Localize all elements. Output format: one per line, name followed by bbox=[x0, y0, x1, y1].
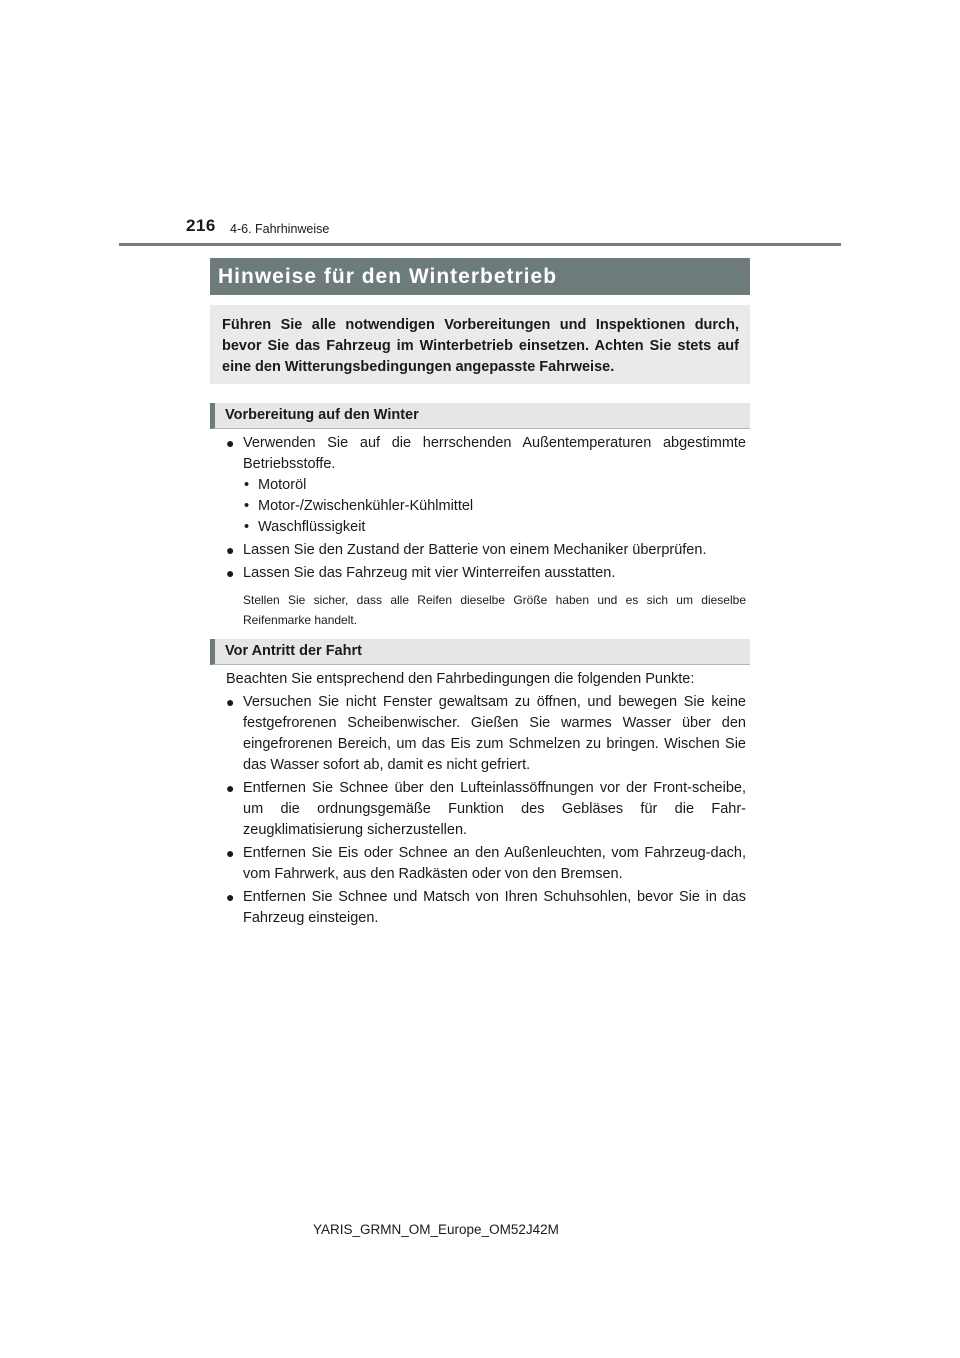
section-heading-before-driving: Vor Antritt der Fahrt bbox=[210, 639, 750, 665]
sub-item-text: Motoröl bbox=[258, 477, 307, 493]
list-item bbox=[226, 887, 746, 929]
sub-list-item bbox=[226, 475, 746, 496]
list-item bbox=[226, 692, 746, 776]
bullet-text: Verwenden Sie auf die herrschenden Außentemperaturen abgestimmte Betriebsstoffe. bbox=[243, 435, 746, 472]
list-item bbox=[226, 778, 746, 841]
lead-text: Beachten Sie entsprechend den Fahrbedingungen die folgenden Punkte: bbox=[226, 671, 695, 687]
sub-bullet-icon: • bbox=[244, 519, 250, 535]
bullet-icon: ● bbox=[226, 845, 235, 861]
section-before-driving-content bbox=[226, 669, 746, 929]
bullet-text: Entfernen Sie Schnee und Matsch von Ihren Schuhsohlen, bevor Sie in das Fahrzeug einsteigen. bbox=[243, 889, 746, 926]
section-winter-prep-content bbox=[226, 433, 746, 630]
header-divider bbox=[119, 243, 841, 246]
bullet-icon: ● bbox=[226, 780, 235, 796]
bullet-icon: ● bbox=[226, 889, 235, 905]
bullet-text: Versuchen Sie nicht Fenster gewaltsam zu öffnen, und bewegen Sie keine festgefrorenen Scheibenwischer. Gießen Sie warmes Wasser über den eingefrorenen Bereich, um das Eis zum Schmelzen zu bringen. Wischen Sie das Wasser sofort ab, damit es nicht gefriert. bbox=[243, 694, 746, 773]
list-item bbox=[226, 540, 746, 561]
bullet-text: Lassen Sie den Zustand der Batterie von einem Mechaniker überprüfen. bbox=[243, 542, 707, 558]
section-label: 4-6. Fahrhinweise bbox=[230, 222, 330, 236]
page-title: Hinweise für den Winterbetrieb bbox=[210, 258, 750, 295]
sub-list-item bbox=[226, 496, 746, 517]
sub-item-text: Waschflüssigkeit bbox=[258, 519, 366, 535]
bullet-text: Lassen Sie das Fahrzeug mit vier Winterreifen ausstatten. bbox=[243, 565, 616, 581]
bullet-text: Entfernen Sie Eis oder Schnee an den Außenleuchten, vom Fahrzeug-dach, vom Fahrwerk, aus den Radkästen oder von den Bremsen. bbox=[243, 845, 746, 882]
bullet-icon: ● bbox=[226, 694, 235, 710]
bullet-icon: ● bbox=[226, 542, 235, 558]
list-item bbox=[226, 433, 746, 475]
note-text: Stellen Sie sicher, dass alle Reifen dieselbe Größe haben und es sich um dieselbe Reifenmarke handelt. bbox=[243, 593, 746, 627]
section-heading-winter-prep: Vorbereitung auf den Winter bbox=[210, 403, 750, 429]
list-item bbox=[226, 563, 746, 584]
intro-text: Führen Sie alle notwendigen Vorbereitungen und Inspektionen durch, bevor Sie das Fahrzeug im Winterbetrieb einsetzen. Achten Sie stets auf eine den Witterungsbedingungen angepasste Fahrweise. bbox=[222, 317, 739, 375]
bullet-text: Entfernen Sie Schnee über den Lufteinlassöffnungen vor der Front-scheibe, um die ordnungsgemäße Funktion des Gebläses für die Fahr-zeugklimatisierung sicherzustellen. bbox=[243, 780, 746, 838]
sub-list-item bbox=[226, 517, 746, 538]
sub-bullet-icon: • bbox=[244, 477, 250, 493]
intro-box bbox=[210, 305, 750, 384]
sub-item-text: Motor-/Zwischenkühler-Kühlmittel bbox=[258, 498, 474, 514]
bullet-icon: ● bbox=[226, 435, 235, 451]
sub-bullet-icon: • bbox=[244, 498, 250, 514]
footer-doc-id: YARIS_GRMN_OM_Europe_OM52J42M bbox=[313, 1222, 559, 1237]
list-item bbox=[226, 843, 746, 885]
bullet-icon: ● bbox=[226, 565, 235, 581]
page-number: 216 bbox=[186, 216, 216, 235]
